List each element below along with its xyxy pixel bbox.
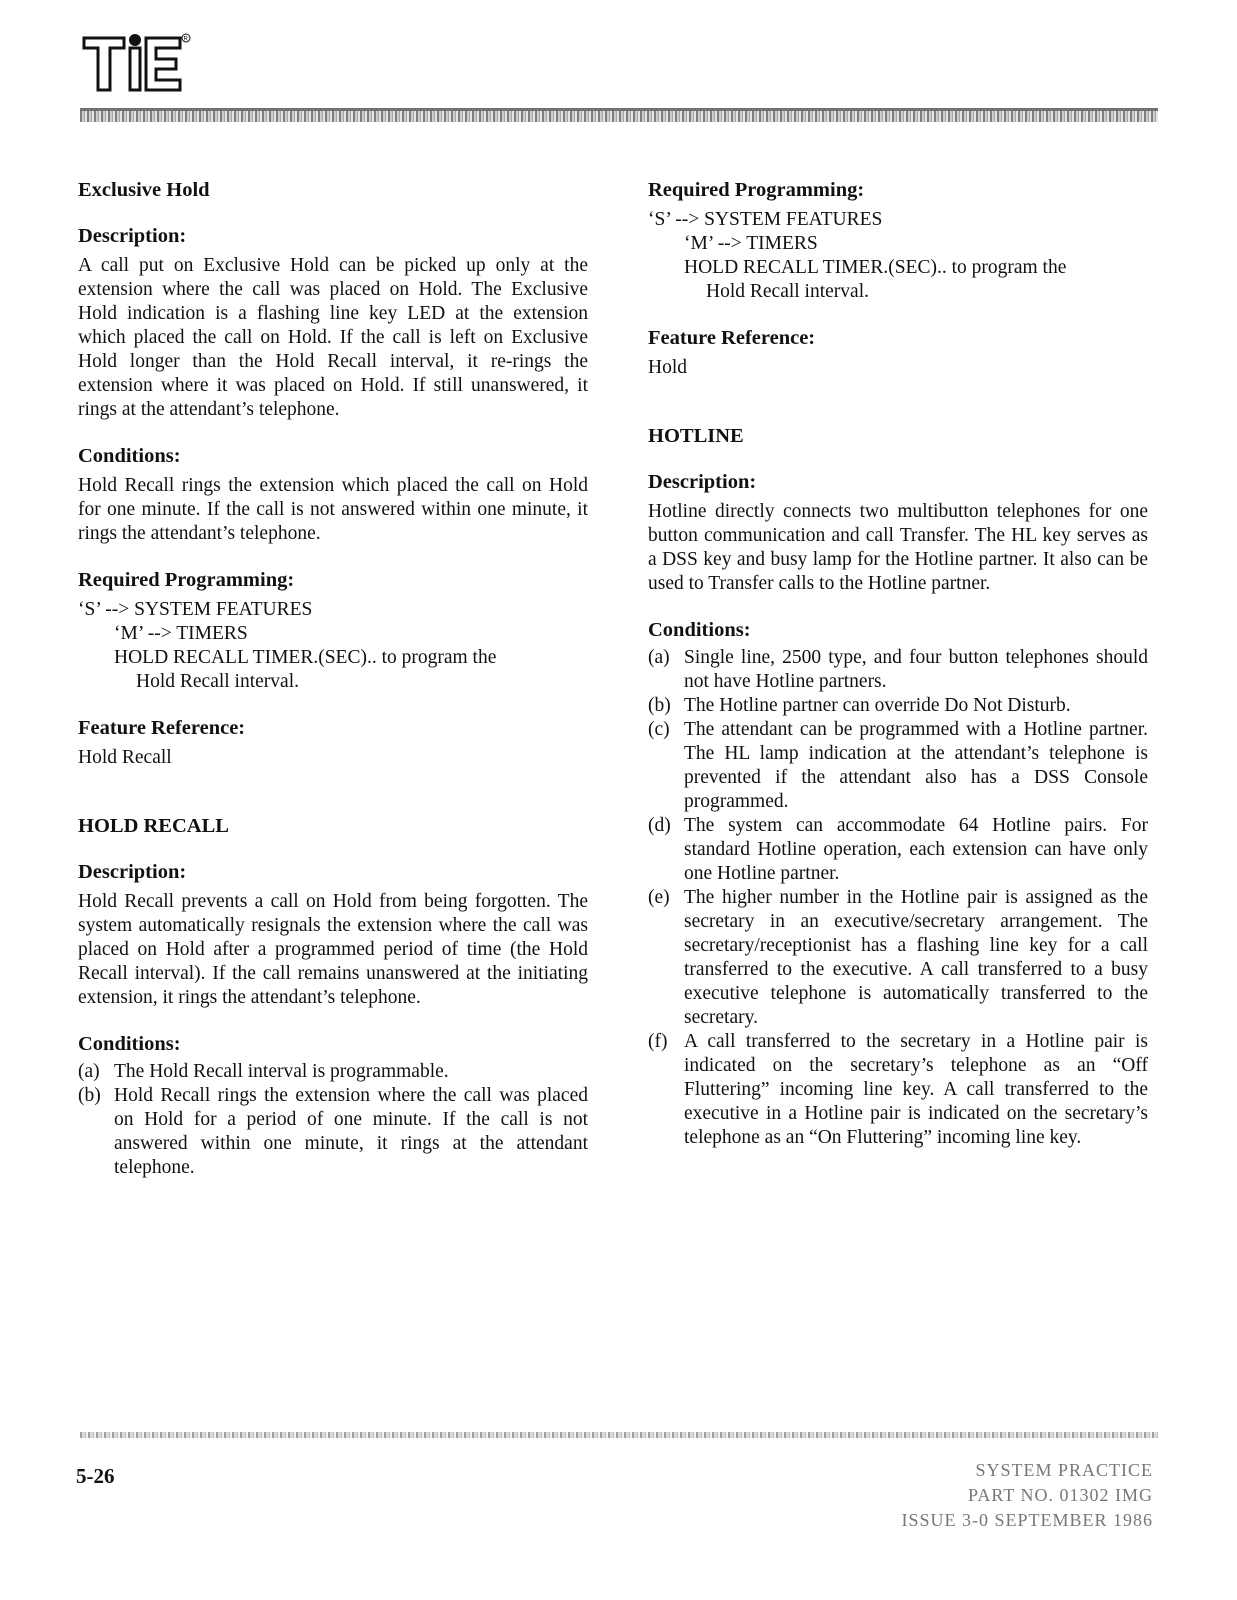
item-text: The Hold Recall interval is programmable.	[114, 1061, 449, 1082]
footer-line: SYSTEM PRACTICE	[975, 1460, 1153, 1480]
programming-step: ‘S’ --> SYSTEM FEATURES	[78, 599, 313, 620]
item-text: The system can accommodate 64 Hotline pairs. For standard Hotline operation, each extension can have only one Hotline partner.	[684, 815, 1148, 884]
hold-recall-description: Hold Recall prevents a call on Hold from being forgotten. The system automatically resignals the extension where the call was placed on Hold after a programmed period of time (the Hold Recall interval). If the call remains unanswered at the initiating extension, it rings the attendant’s telephone.	[78, 891, 588, 1008]
exclusive-hold-conditions: Hold Recall rings the extension which placed the call on Hold for one minute. If the call is not answered within one minute, it rings the attendant’s telephone.	[78, 475, 588, 544]
programming-steps	[648, 208, 1148, 304]
footer-line: PART NO. 01302 IMG	[968, 1485, 1153, 1505]
item-text: The higher number in the Hotline pair is assigned as the secretary in an executive/secretary arrangement. The secretary/receptionist has a flashing line key for a call transferred to the executive. A call transferred to a busy executive telephone is automatically transferred to the secretary.	[684, 887, 1148, 1028]
item-label: (c)	[648, 719, 670, 740]
left-column	[78, 178, 588, 1180]
description-heading: Description:	[78, 861, 187, 883]
programming-step: Hold Recall interval.	[136, 671, 299, 692]
item-label: (b)	[648, 695, 671, 716]
exclusive-hold-title: Exclusive Hold	[78, 179, 210, 201]
exclusive-hold-section	[78, 178, 588, 770]
hotline-section	[648, 424, 1148, 1150]
page-number: 5-26	[76, 1464, 115, 1488]
exclusive-hold-description: A call put on Exclusive Hold can be picked up only at the extension where the call was placed on Hold. The Exclusive Hold indication is a flashing line key LED at the extension which placed the call on Hold. If the call is left on Exclusive Hold longer than the Hold Recall interval, it re-rings the extension where it was placed on Hold. If still unanswered, it rings at the attendant’s telephone.	[78, 255, 588, 420]
item-label: (a)	[78, 1061, 100, 1082]
list-item	[648, 1030, 1148, 1150]
conditions-list	[78, 1060, 588, 1180]
programming-heading: Required Programming:	[648, 179, 865, 201]
item-label: (a)	[648, 647, 670, 668]
svg-text:R: R	[183, 36, 188, 43]
item-label: (f)	[648, 1031, 668, 1052]
description-heading: Description:	[78, 225, 187, 247]
footer-line: ISSUE 3-0 SEPTEMBER 1986	[901, 1510, 1153, 1530]
programming-step: HOLD RECALL TIMER.(SEC).. to program the	[684, 257, 1067, 278]
footer-info	[901, 1458, 1153, 1533]
tie-logo	[82, 32, 194, 96]
footer-rule	[80, 1432, 1158, 1438]
hotline-description: Hotline directly connects two multibutton telephones for one button communication and call Transfer. The HL key serves as a DSS key and busy lamp for the Hotline partner. It also can be used to Transfer calls to the Hotline partner.	[648, 501, 1148, 594]
conditions-list	[648, 646, 1148, 1150]
list-item	[648, 694, 1148, 718]
item-label: (e)	[648, 887, 670, 908]
hold-recall-continued	[648, 178, 1148, 380]
programming-step: Hold Recall interval.	[706, 281, 869, 302]
hold-recall-section	[78, 814, 588, 1180]
conditions-heading: Conditions:	[78, 445, 181, 467]
reference-heading: Feature Reference:	[648, 327, 816, 349]
list-item	[648, 718, 1148, 814]
programming-step: ‘M’ --> TIMERS	[114, 623, 248, 644]
item-text: Hold Recall rings the extension where the call was placed on Hold for a period of one minute. If the call is not answered within one minute, it rings at the attendant telephone.	[114, 1085, 588, 1178]
conditions-heading: Conditions:	[648, 619, 751, 641]
right-column	[648, 178, 1148, 1150]
item-label: (b)	[78, 1085, 101, 1106]
feature-reference: Hold Recall	[78, 747, 172, 768]
item-text: The attendant can be programmed with a Hotline partner. The HL lamp indication at the attendant’s telephone is prevented if the attendant also has a DSS Console programmed.	[684, 719, 1148, 812]
programming-steps	[78, 598, 588, 694]
programming-heading: Required Programming:	[78, 569, 295, 591]
hotline-title: HOTLINE	[648, 425, 744, 447]
item-label: (d)	[648, 815, 671, 836]
conditions-heading: Conditions:	[78, 1033, 181, 1055]
programming-step: ‘M’ --> TIMERS	[684, 233, 818, 254]
list-item	[648, 886, 1148, 1030]
item-text: Single line, 2500 type, and four button telephones should not have Hotline partners.	[684, 647, 1148, 692]
list-item	[78, 1084, 588, 1180]
feature-reference: Hold	[648, 357, 687, 378]
item-text: The Hotline partner can override Do Not Disturb.	[684, 695, 1071, 716]
reference-heading: Feature Reference:	[78, 717, 246, 739]
list-item	[648, 646, 1148, 694]
hold-recall-title: HOLD RECALL	[78, 815, 229, 837]
programming-step: HOLD RECALL TIMER.(SEC).. to program the	[114, 647, 497, 668]
header-rule	[80, 108, 1158, 122]
item-text: A call transferred to the secretary in a Hotline pair is indicated on the secretary’s telephone as an “Off Fluttering” incoming line key. A call transferred to the executive in a Hotline pair is indicated on the secretary’s telephone as an “On Fluttering” incoming line key.	[684, 1031, 1148, 1148]
list-item	[648, 814, 1148, 886]
description-heading: Description:	[648, 471, 757, 493]
programming-step: ‘S’ --> SYSTEM FEATURES	[648, 209, 883, 230]
list-item	[78, 1060, 588, 1084]
